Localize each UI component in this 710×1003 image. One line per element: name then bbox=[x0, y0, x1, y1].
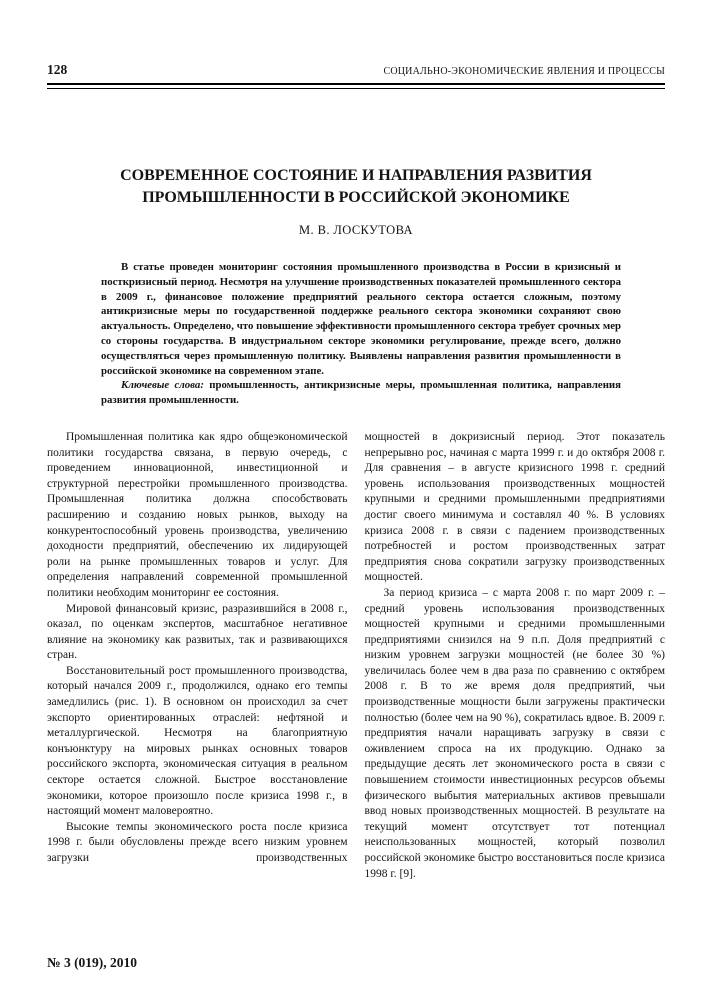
paragraph: Промышленная политика как ядро общеэкономической политики государства связана, в первую очередь, с проведением инновационной, инвестиционной и структурной перестройки промышленного производства. Промышленная политика должна способствовать расширению и созданию новых рынков, выходу на конкурентоспособный уровень производства, увеличению доходности предприятий, обеспечению их лидирующей роли на рынке промышленных товаров и услуг. Для определения направлений современной промышленной политики необходим мониторинг ее состояния. bbox=[47, 430, 348, 599]
keywords-text: промышленность, антикризисные меры, промышленная политика, направления развития промышленности. bbox=[101, 379, 621, 407]
running-header bbox=[47, 62, 665, 78]
article-author: М. В. ЛОСКУТОВА bbox=[299, 223, 413, 237]
article-title: СОВРЕМЕННОЕ СОСТОЯНИЕ И НАПРАВЛЕНИЯ РАЗВИТИЯ ПРОМЫШЛЕННОСТИ В РОССИЙСКОЙ ЭКОНОМИКЕ bbox=[120, 167, 592, 206]
keywords-line bbox=[101, 378, 621, 408]
header-rule bbox=[47, 83, 665, 89]
issue-number: № 3 (019), 2010 bbox=[47, 955, 138, 970]
paragraph: Мировой финансовый кризис, разразившийся в 2008 г., оказал, по оценкам экспертов, масштабное негативное влияние на экономику как развитых, так и развивающихся стран. bbox=[47, 602, 348, 662]
abstract-text: В статье проведен мониторинг состояния промышленного производства в России в кризисный и посткризисный период. Несмотря на улучшение производственных показателей промышленного сектора в 2009 г., финансовое положение предприятий реального сектора остается сложным, поэтому антикризисные меры по государственной поддержке реального сектора экономики сохраняют свою актуальность. Определено, что повышение эффективности промышленного сектора требует срочных мер со стороны государства. В индустриальном секторе экономики регулирование, прежде всего, должно осуществляться через промышленную политику. Выявлены направления развития промышленности в российской экономике на современном этапе. bbox=[101, 261, 621, 377]
paragraph: мощностей в докризисный период. Этот показатель непрерывно рос, начиная с марта 1999 г. и до октября 2008 г. Для сравнения – в августе кризисного 1998 г. средний уровень использования производственных мощностей крупными и средними промышленными предприятиями достиг своего минимума и составлял 40 %. В условиях кризиса 2008 г. в связи с падением производственных потребностей и ростом производственных затрат предприятия снова сократили загрузку производственных мощностей. bbox=[364, 430, 665, 584]
page-number: 128 bbox=[47, 62, 68, 77]
journal-title: СОЦИАЛЬНО-ЭКОНОМИЧЕСКИЕ ЯВЛЕНИЯ И ПРОЦЕССЫ bbox=[383, 66, 665, 77]
paragraph: Восстановительный рост промышленного производства, который начался 2009 г., продолжился, однако его темпы замедлились (рис. 1). В основном он происходил за счет экспорто ориентированных отраслей: нефтяной и металлургической. Несмотря на благоприятную конъюнктуру на мировых рынках основных товаров российского экспорта, экономическая ситуация в реальном секторе остается сложной. Быстрое восстановление экономики, которое произошло после кризиса 1998 г., в настоящий момент маловероятно. bbox=[47, 664, 348, 818]
keywords-label: Ключевые слова: bbox=[121, 379, 204, 392]
paragraph: Высокие темпы экономического роста после кризиса 1998 г. были обусловлены прежде всего низким уровнем загрузки производственных bbox=[47, 820, 348, 864]
body-columns bbox=[47, 430, 665, 922]
column-left bbox=[47, 430, 348, 922]
column-right bbox=[365, 430, 666, 922]
paragraph: За период кризиса – с марта 2008 г. по март 2009 г. – средний уровень использования производственных мощностей крупными и средними промышленными предприятиями снизился на 9 п.п. Доля предприятий с низким уровнем загрузки мощностей (не более 30 %) увеличилась более чем в два раза по сравнению с октябрем 2008 г. В то же время доля предприятий, чьи производственные мощности были загружены практически полностью (более чем на 90 %), сократилась вдвое. В. 2009 г. предприятия начали наращивать загрузку в связи с оживлением спроса на их продукцию. Однако за предыдущие десять лет экономического роста в связи с повышением стоимости инвестиционных ресурсов объемы физического выбытия материальных активов превышали ввод новых производственных мощностей. В результате на текущий момент отсутствует тот потенциал неиспользованных мощностей, который позволил российской экономике быстро восстановиться после кризиса 1998 г. [9]. bbox=[364, 586, 665, 880]
abstract-block bbox=[101, 260, 621, 408]
